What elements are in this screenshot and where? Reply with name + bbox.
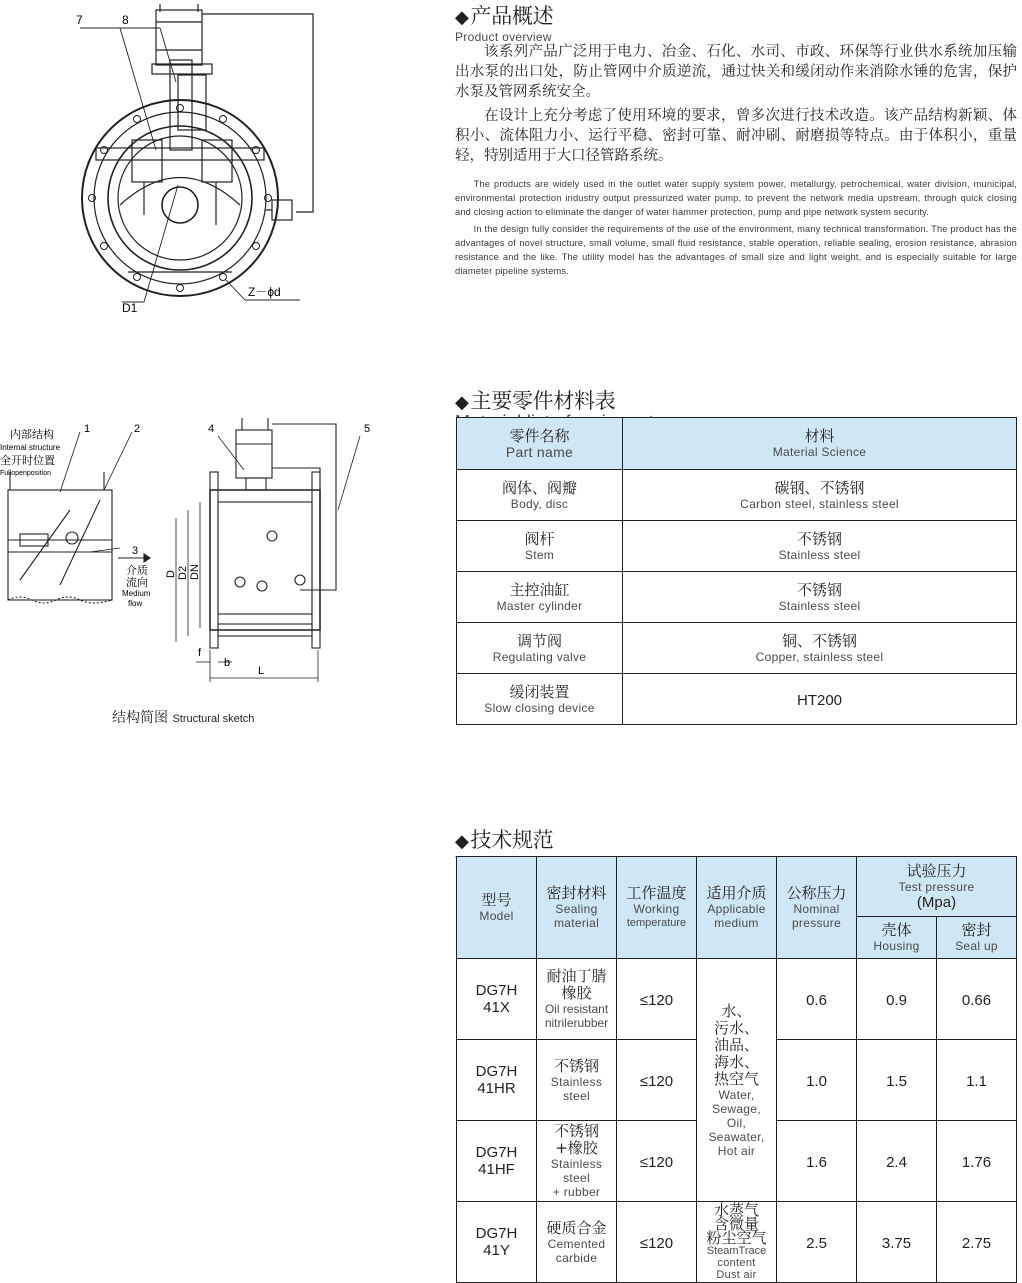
sealing-cell: 不锈钢 +橡胶 Stainless steel + rubber: [537, 1121, 617, 1202]
table-row: [457, 1202, 1017, 1283]
dim-f: f: [198, 647, 202, 659]
materials-header-material: 材料 Material Science: [623, 418, 1017, 470]
overview-cn-paragraph-2: 在设计上充分考虑了使用环境的要求，曾多次进行技术改造。该产品结构新颖、体积小、流体阻力小、运行平稳、密封可靠、耐冲刷、耐磨损等特点。由于体积小，重量轻，特别适用于大口径管路系统。: [455, 108, 1017, 164]
tech-heading-cn: 技术规范: [470, 828, 554, 852]
material-cell: 铜、不锈钢 Copper, stainless steel: [623, 623, 1017, 674]
seal-up-cell: 1.1: [937, 1040, 1017, 1121]
materials-header-row: [457, 418, 1017, 470]
overview-heading-cn: 产品概述: [470, 4, 554, 28]
tech-header-medium: 适用介质 Applicable medium: [697, 857, 777, 959]
part-cell: 调节阀 Regulating valve: [457, 623, 623, 674]
model-cell: DG7H 41Y: [457, 1202, 537, 1283]
label-medium-cn-1: 介质: [126, 565, 148, 577]
table-row: [457, 623, 1017, 674]
housing-cell: 1.5: [857, 1040, 937, 1121]
temperature-cell: ≤120: [617, 959, 697, 1040]
housing-cell: 3.75: [857, 1202, 937, 1283]
overview-heading: [455, 0, 553, 44]
model-cell: DG7H 41HF: [457, 1121, 537, 1202]
dim-dn: DN: [189, 564, 201, 580]
part-cell: 缓闭装置 Slow closing device: [457, 674, 623, 725]
diamond-bullet-icon: ◆: [455, 831, 469, 852]
label-5: 5: [364, 423, 371, 435]
label-3: 3: [132, 545, 139, 557]
label-medium-en-1: Medium: [122, 589, 151, 598]
materials-header-part: 零件名称 Part name: [457, 418, 623, 470]
caption-en: Structural sketch: [172, 713, 255, 725]
table-row: [457, 674, 1017, 725]
overview-cn-paragraph-1: 该系列产品广泛用于电力、冶金、石化、水司、市政、环保等行业供水系统加压输出水泵的出口处，防止管网中介质逆流，通过快关和缓闭动作来消除水锤的危害，保护水泵及管网系统安全。: [455, 44, 1017, 100]
table-row: [457, 470, 1017, 521]
material-cell: 不锈钢 Stainless steel: [623, 572, 1017, 623]
tech-header-sealing: 密封材料 Sealing material: [537, 857, 617, 959]
dim-b: b: [224, 657, 231, 669]
material-cell: 碳钢、不锈钢 Carbon steel, stainless steel: [623, 470, 1017, 521]
overview-en-paragraph-2: In the design fully consider the requirements of the use of the environment, many technical transformation. The product has the advantages of novel structure, small volume, small fluid resistance, stable operation, reliable sealing, erosion resistance, abrasion resistance and the like. The utility model has the advantages of small size and light weight, and is especially suitable for large diameter pipeline systems.: [455, 223, 1017, 277]
diamond-bullet-icon: ◆: [455, 392, 469, 413]
sealing-cell: 耐油丁腈 橡胶 Oil resistant nitrilerubber: [537, 959, 617, 1040]
nominal-cell: 1.0: [777, 1040, 857, 1121]
valve-front-view-drawing: [60, 0, 360, 320]
model-cell: DG7H 41HR: [457, 1040, 537, 1121]
label-internal-en: Internal structure: [0, 443, 61, 452]
valve-side-view-drawing: [0, 410, 390, 700]
tech-header-seal-up: 密封 Seal up: [937, 917, 1017, 959]
label-8: 8: [122, 13, 129, 27]
table-row: [457, 521, 1017, 572]
label-4: 4: [208, 423, 215, 435]
materials-heading-cn: 主要零件材料表: [470, 389, 616, 413]
label-fullopen-cn: 全开时位置: [0, 455, 55, 467]
label-z-d: Z－ϕd: [248, 285, 281, 299]
seal-up-cell: 1.76: [937, 1121, 1017, 1202]
tech-table: [456, 856, 1017, 1283]
temperature-cell: ≤120: [617, 1121, 697, 1202]
material-cell: HT200: [623, 674, 1017, 725]
seal-up-cell: 0.66: [937, 959, 1017, 1040]
overview-heading-en: Product overview: [455, 30, 552, 44]
part-cell: 阀杆 Stem: [457, 521, 623, 572]
temperature-cell: ≤120: [617, 1040, 697, 1121]
dim-l: L: [258, 665, 265, 677]
tech-header-nominal: 公称压力 Nominal pressure: [777, 857, 857, 959]
housing-cell: 2.4: [857, 1121, 937, 1202]
model-cell: DG7H 41X: [457, 959, 537, 1040]
tech-header-test-pressure: 试验压力 Test pressure (Mpa): [857, 857, 1017, 917]
temperature-cell: ≤120: [617, 1202, 697, 1283]
diamond-bullet-icon: ◆: [455, 7, 469, 28]
label-1: 1: [84, 423, 91, 435]
nominal-cell: 2.5: [777, 1202, 857, 1283]
nominal-cell: 1.6: [777, 1121, 857, 1202]
table-row: [457, 572, 1017, 623]
materials-table: [456, 417, 1017, 725]
part-cell: 阀体、阀瓣 Body, disc: [457, 470, 623, 521]
tech-header-model: 型号 Model: [457, 857, 537, 959]
overview-cn-block: [455, 42, 1017, 166]
medium-cell: 水蒸气 含微量 粉尘空气 SteamTrace content Dust air: [697, 1202, 777, 1283]
label-internal-cn: 内部结构: [10, 429, 54, 441]
caption-cn: 结构简图: [112, 710, 168, 726]
tech-header-temperature: 工作温度 Working temperature: [617, 857, 697, 959]
medium-cell-shared: 水、 污水、 油品、 海水、 热空气 Water, Sewage, Oil, Seawater, Hot air: [697, 959, 777, 1202]
dim-d: D: [165, 570, 177, 578]
dim-d2: D2: [177, 565, 189, 580]
label-2: 2: [134, 423, 141, 435]
seal-up-cell: 2.75: [937, 1202, 1017, 1283]
label-medium-en-2: flow: [128, 599, 143, 608]
nominal-cell: 0.6: [777, 959, 857, 1040]
tech-header-row-1: [457, 857, 1017, 917]
label-d1: D1: [122, 301, 138, 315]
label-medium-cn-2: 流向: [126, 577, 148, 589]
part-cell: 主控油缸 Master cylinder: [457, 572, 623, 623]
drawing-caption: [112, 707, 254, 727]
overview-en-block: [455, 177, 1017, 278]
label-7: 7: [76, 13, 83, 27]
tech-header-housing: 壳体 Housing: [857, 917, 937, 959]
sealing-cell: 硬质合金 Cemented carbide: [537, 1202, 617, 1283]
table-row: [457, 959, 1017, 1040]
sealing-cell: 不锈钢 Stainless steel: [537, 1040, 617, 1121]
label-fullopen-en: Fullopenposition: [0, 470, 51, 477]
housing-cell: 0.9: [857, 959, 937, 1040]
overview-en-paragraph-1: The products are widely used in the outlet water supply system power, metallurgy, petrochemical, water division, municipal, environmental protection industry output pressurized water pump, to prevent the network media upstream, through quick closing and closing action to eliminate the danger of water hammer protection, pump and pipe network system security.: [455, 179, 1017, 218]
material-cell: 不锈钢 Stainless steel: [623, 521, 1017, 572]
